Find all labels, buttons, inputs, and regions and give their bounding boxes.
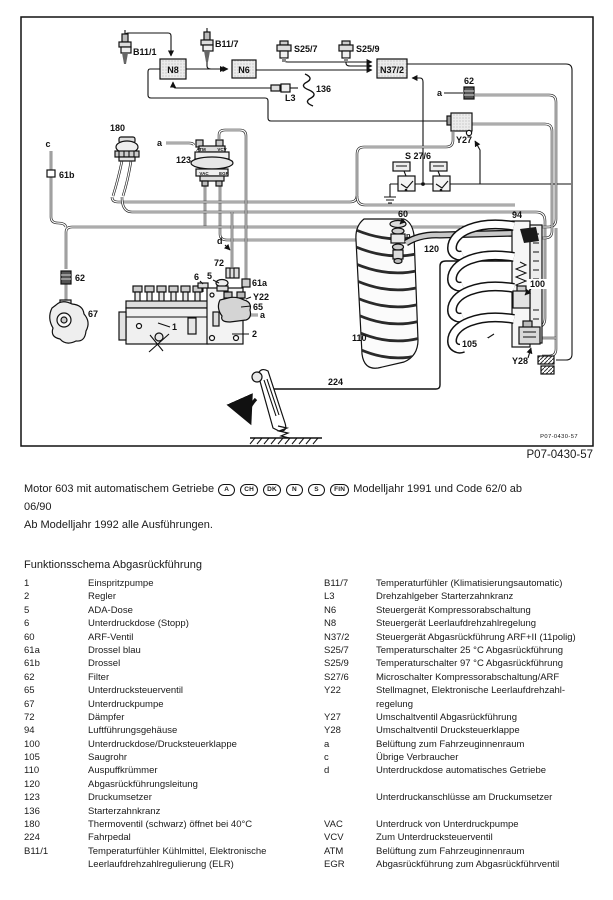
label-60: 60 [398, 209, 409, 219]
label-62-right: 62 [463, 76, 475, 86]
legend-text: Temperaturschalter 97 °C Abgasrückführung [376, 658, 564, 670]
coolant-sensor-b11-1-icon [119, 30, 131, 64]
legend-code: B11/1 [24, 845, 49, 857]
country-badge-n: N [286, 484, 303, 496]
legend-code: d [324, 765, 330, 777]
legend-text: Übrige Verbraucher [376, 752, 459, 764]
switchover-valve-y27-icon [447, 113, 472, 136]
legend-code: 2 [24, 591, 30, 603]
label-67: 67 [88, 309, 99, 319]
legend-code: c [324, 752, 329, 764]
legend-code [324, 805, 376, 818]
legend-code: 65 [24, 685, 35, 697]
climate-sensor-b11-7-icon [201, 28, 213, 62]
legend-row [0, 791, 613, 804]
vacuum-pump-67-icon [50, 300, 88, 343]
legend-text: Einspritzpumpe [88, 578, 154, 589]
legend-text: Drossel blau [88, 644, 141, 656]
legend-code: 62 [24, 671, 35, 683]
legend-text: Auspuffkrümmer [88, 765, 158, 777]
label-s27-6: S 27/6 [405, 151, 432, 161]
legend-row [0, 684, 613, 697]
label-1: 1 [172, 322, 178, 332]
damper-72-icon [226, 268, 239, 278]
intro-line1-end: Modelljahr 1991 und Code 62/0 ab [353, 483, 523, 495]
legend-text: Steuergerät Abgasrückführung ARF+II (11polig) [376, 631, 576, 643]
legend-text: Filter [88, 671, 110, 683]
legend-code [324, 698, 376, 711]
label-b11-1: B11/1 [133, 47, 157, 57]
legend-code: VCV [324, 832, 344, 844]
legend-text: Thermoventil (schwarz) öffnet bei 40°C [88, 819, 253, 831]
intro-paragraph [24, 480, 596, 534]
legend-text: Starterzahnkranz [88, 805, 161, 817]
label-s25-7: S25/7 [294, 44, 318, 54]
legend-row [0, 858, 613, 871]
legend-text: Saugrohr [88, 752, 128, 764]
legend-text [376, 778, 613, 791]
label-2: 2 [252, 329, 258, 339]
legend-text: Leerlaufdrehzahlregulierung (ELR) [88, 859, 234, 871]
legend-code: 67 [24, 698, 35, 710]
label-egr-port: EGR [219, 171, 229, 176]
label-65: 65 [253, 302, 264, 312]
speed-sensor-l3-icon [271, 84, 298, 92]
legend-code: 72 [24, 711, 35, 723]
legend-text: Unterdrucksteuerventil [88, 685, 184, 697]
intake-manifold-105-drawing [452, 224, 514, 348]
legend-row [0, 764, 613, 777]
legend-text: Druckumsetzer [88, 792, 152, 804]
legend-row [0, 724, 613, 737]
legend-code: 60 [24, 631, 35, 643]
legend-text: Unterdruckdose/Drucksteuerklappe [88, 738, 237, 750]
legend-text: Unterdruckpumpe [88, 698, 164, 710]
legend-row [0, 845, 613, 858]
label-a-123: a [156, 138, 162, 148]
country-badge-s: S [308, 484, 325, 496]
label-b11-7: B11/7 [215, 39, 239, 49]
legend-text: Temperaturfühler (Klimatisierungsautomatic) [376, 578, 563, 589]
label-y27: Y27 [456, 135, 473, 145]
throttle-61a-icon [242, 279, 250, 287]
legend-code: S27/6 [324, 671, 349, 683]
label-vcv-port: VCV [217, 147, 227, 152]
legend-code: L3 [324, 591, 335, 603]
legend-row [0, 805, 613, 818]
legend-code: 6 [24, 618, 30, 630]
legend-code: EGR [324, 859, 345, 871]
legend-text: Temperaturschalter 25 °C Abgasrückführung [376, 644, 564, 656]
legend-text: Unterdruckdose (Stopp) [88, 618, 189, 630]
legend-text: Unterdruck von Unterdruckpumpe [376, 819, 519, 831]
legend-row [0, 604, 613, 617]
microswitches-s27-6-icon [393, 162, 450, 191]
label-l3: L3 [285, 93, 296, 103]
label-123: 123 [175, 155, 191, 165]
legend-table [0, 577, 613, 872]
legend-code: Y22 [324, 685, 341, 697]
legend-row [0, 644, 613, 657]
label-110: 110 [352, 333, 367, 343]
legend-text: Dämpfer [88, 711, 125, 723]
legend-text: Unterdruckdose automatisches Getriebe [376, 765, 547, 777]
label-105: 105 [462, 339, 478, 349]
legend-code [324, 778, 376, 791]
legend-code: 61a [24, 644, 40, 656]
label-94: 94 [512, 210, 523, 220]
legend-code: Y27 [324, 711, 341, 723]
legend-text: Abgasrückführung zum Abgasrückführventil [376, 859, 560, 871]
legend-text [376, 805, 613, 818]
legend-text: Fahrpedal [88, 832, 131, 844]
legend-text: Steuergerät Kompressorabschaltung [376, 604, 531, 616]
label-n37-2: N37/2 [379, 65, 405, 75]
legend-row [0, 711, 613, 724]
label-5: 5 [206, 271, 212, 281]
legend-row [0, 577, 613, 590]
label-6: 6 [193, 272, 199, 282]
country-badge-a: A [218, 484, 235, 496]
legend-code: 5 [24, 604, 30, 616]
legend-text: Regler [88, 591, 116, 603]
drawing-number-inside: P07-0430-57 [540, 434, 578, 440]
legend-row [0, 671, 613, 684]
thermo-valve-180-icon [115, 137, 139, 161]
intro-line-1 [24, 480, 596, 498]
legend-code: N8 [324, 618, 337, 630]
legend-code: 123 [24, 792, 40, 804]
legend-row [0, 818, 613, 831]
legend-text: Unterdruckanschlüsse am Druckumsetzer [376, 792, 553, 804]
label-vac-port: VAC [199, 171, 209, 176]
legend-code: 94 [24, 725, 35, 737]
legend-text: regelung [376, 698, 413, 710]
intro-line1-start: Motor 603 mit automatischem Getriebe [24, 483, 215, 495]
legend-code: VAC [324, 819, 343, 831]
label-atm-port: ATM [196, 147, 206, 152]
label-n6: N6 [238, 65, 250, 75]
ada-capsule-5-icon [216, 280, 228, 292]
label-a-right: a [436, 88, 442, 98]
legend-code: 136 [24, 805, 40, 817]
legend-text: ARF-Ventil [88, 631, 134, 643]
legend-text: Belüftung zum Fahrzeuginnenraum [376, 738, 525, 750]
legend-text: Stellmagnet, Elektronische Leerlaufdrehzahl- [376, 685, 566, 697]
legend-row [0, 778, 613, 791]
label-62-left: 62 [75, 273, 86, 283]
legend-code: S25/7 [324, 644, 349, 656]
temp-switch-s25-9-icon [339, 41, 353, 62]
legend-code: N37/2 [324, 631, 350, 643]
label-100: 100 [530, 279, 546, 289]
label-a-pump: a [260, 310, 266, 320]
label-72: 72 [213, 258, 224, 268]
legend-text: Belüftung zum Fahrzeuginnenraum [376, 845, 525, 857]
legend-code: N6 [324, 604, 337, 616]
legend-code: S25/9 [324, 658, 349, 670]
legend-code: 110 [24, 765, 40, 777]
throttle-61b-icon [47, 170, 55, 177]
legend-row [0, 657, 613, 670]
legend-heading: Funktionsschema Abgasrückführung [24, 559, 202, 571]
label-61a: 61a [252, 278, 268, 288]
label-n-small: n [406, 231, 411, 240]
label-136: 136 [316, 84, 332, 94]
country-badge-dk: DK [263, 484, 281, 496]
legend-code: 105 [24, 752, 40, 764]
legend-row [0, 590, 613, 603]
legend-code: Y28 [324, 725, 341, 737]
label-s25-9: S25/9 [356, 44, 380, 54]
legend-row [0, 831, 613, 844]
label-180: 180 [110, 123, 126, 133]
legend-text: ADA-Dose [88, 604, 133, 616]
label-y22: Y22 [253, 292, 270, 302]
legend-code: a [324, 738, 330, 750]
accelerator-pedal-224-drawing [248, 370, 322, 444]
legend-code: 120 [24, 778, 40, 790]
label-n8: N8 [167, 65, 179, 75]
legend-row [0, 738, 613, 751]
legend-code [24, 858, 88, 871]
legend-text: Umschaltventil Abgasrückführung [376, 711, 517, 723]
legend-code: B11/7 [324, 578, 349, 589]
legend-text: Zum Unterdrucksteuerventil [376, 832, 493, 844]
legend-code: 100 [24, 738, 40, 750]
label-d: d [217, 236, 223, 246]
legend-code: 1 [24, 578, 30, 589]
legend-row [0, 698, 613, 711]
legend-text: Abgasrückführungsleitung [88, 778, 198, 790]
label-c: c [45, 139, 51, 149]
country-badge-ch: CH [240, 484, 258, 496]
intro-line-3: Ab Modelljahr 1992 alle Ausführungen. [24, 519, 213, 531]
legend-code [324, 791, 376, 804]
filter-62-right-icon [464, 87, 474, 99]
ring-gear-136-icon [303, 74, 314, 106]
legend-row [0, 617, 613, 630]
label-61b: 61b [59, 170, 75, 180]
legend-code: 61b [24, 658, 40, 670]
legend-text: Temperaturfühler Kühlmittel, Elektronische [88, 845, 267, 857]
legend-row [0, 631, 613, 644]
legend-code: 224 [24, 832, 40, 844]
label-224: 224 [328, 377, 344, 387]
intro-line-2: 06/90 [24, 501, 52, 513]
legend-text: Microschalter Kompressorabschaltung/ARF [376, 671, 560, 683]
legend-text: Luftführungsgehäuse [88, 725, 178, 737]
temp-switch-s25-7-icon [277, 41, 291, 62]
drawing-number-caption: P07-0430-57 [526, 449, 593, 461]
legend-row [0, 751, 613, 764]
legend-text: Umschaltventil Drucksteuerklappe [376, 725, 520, 737]
legend-text: Steuergerät Leerlaufdrehzahlregelung [376, 618, 537, 630]
country-badge-fin: FIN [330, 484, 349, 496]
legend-code: 180 [24, 819, 40, 831]
legend-code: ATM [324, 845, 344, 857]
legend-text: Drossel [88, 658, 121, 670]
legend-text: Drehzahlgeber Starterzahnkranz [376, 591, 514, 603]
label-y28: Y28 [512, 356, 529, 366]
label-120: 120 [424, 244, 440, 254]
filter-62-left-icon [61, 271, 71, 284]
